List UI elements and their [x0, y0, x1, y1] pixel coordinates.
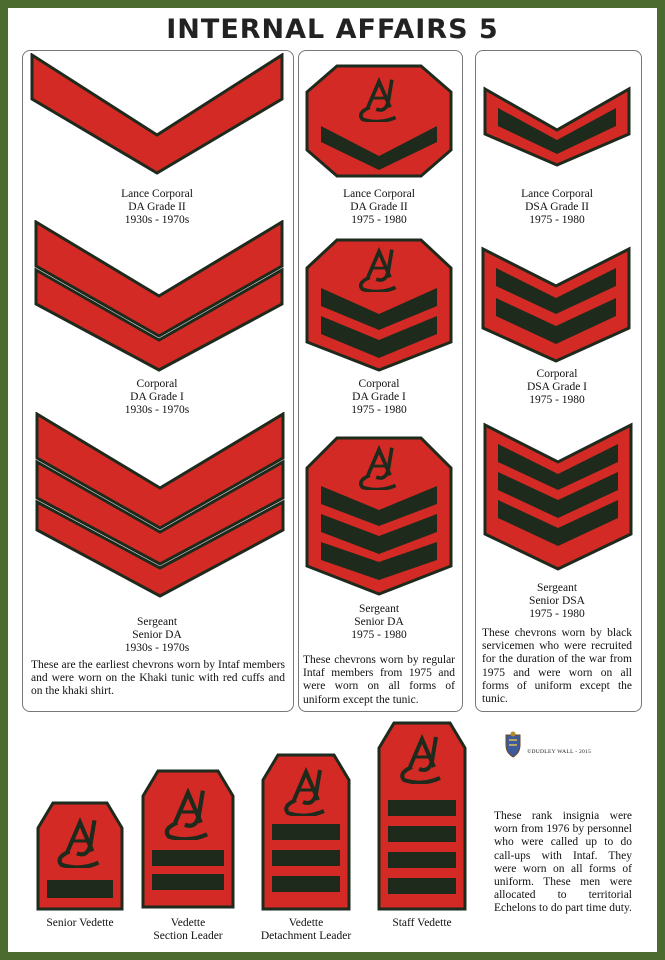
- vedette-badge-staff: [376, 720, 468, 912]
- caption-vedette-detachment-leader: Vedette Detachment Leader: [260, 917, 352, 942]
- caption-corporal-regular: Corporal DA Grade I 1975 - 1980: [351, 378, 407, 416]
- coat-of-arms-icon: [503, 731, 523, 759]
- page-title: INTERNAL AFFAIRS 5: [166, 14, 499, 45]
- chevron-badge-corporal-early: [32, 220, 286, 372]
- caption-sergeant-regular: Sergeant Senior DA 1975 - 1980: [351, 603, 407, 641]
- chevron-badge-corporal-dsa: [480, 246, 632, 364]
- caption-lance-corporal-dsa: Lance Corporal DSA Grade II 1975 - 1980: [521, 188, 593, 226]
- vedette-badge-section-leader: [140, 768, 236, 910]
- chevron-badge-lance-corporal-dsa: [482, 86, 632, 168]
- caption-corporal-dsa: Corporal DSA Grade I 1975 - 1980: [526, 368, 588, 406]
- caption-lance-corporal-early: Lance Corporal DA Grade II 1930s - 1970s: [121, 188, 193, 226]
- caption-sergeant-dsa: Sergeant Senior DSA 1975 - 1980: [529, 582, 585, 620]
- description-dsa-chevrons: These chevrons worn by black servicemen who were recruited for the duration of the war from 1975 and were worn on all forms of uniform except the tunic.: [482, 627, 632, 706]
- chevron-badge-sergeant-dsa: [482, 422, 634, 572]
- description-early-chevrons: These are the earliest chevrons worn by Intaf members and were worn on the Khaki tunic with red cuffs and on the khaki shirt.: [31, 659, 285, 698]
- caption-lance-corporal-regular: Lance Corporal DA Grade II 1975 - 1980: [343, 188, 415, 226]
- vedette-badge-senior: [35, 800, 125, 912]
- caption-staff-vedette: Staff Vedette: [392, 917, 452, 929]
- description-regular-chevrons: These chevrons worn by regular Intaf members from 1975 and were worn on all forms of uniform except the tunic.: [303, 654, 455, 706]
- chevron-badge-lance-corporal-early: [28, 53, 286, 175]
- credit: [503, 731, 591, 759]
- vedette-badge-detachment-leader: [260, 752, 352, 912]
- caption-sergeant-early: Sergeant Senior DA 1930s - 1970s: [124, 616, 190, 654]
- caption-vedette-section-leader: Vedette Section Leader: [153, 917, 223, 942]
- credit-text: ©DUDLEY WALL - 2015: [527, 749, 592, 755]
- hexagon-badge-sergeant: [303, 434, 455, 598]
- hexagon-badge-lance-corporal: [303, 62, 455, 180]
- caption-corporal-early: Corporal DA Grade I 1930s - 1970s: [124, 378, 190, 416]
- caption-senior-vedette: Senior Vedette: [46, 917, 114, 929]
- description-vedette-insignia: These rank insignia were worn from 1976 by personnel who were called up to do call-ups with Intaf. They were worn on all forms of uniform. These men were allocated to territorial Echelons to do part time duty.: [494, 810, 632, 915]
- chevron-badge-sergeant-early: [33, 412, 287, 598]
- hexagon-badge-corporal: [303, 236, 455, 374]
